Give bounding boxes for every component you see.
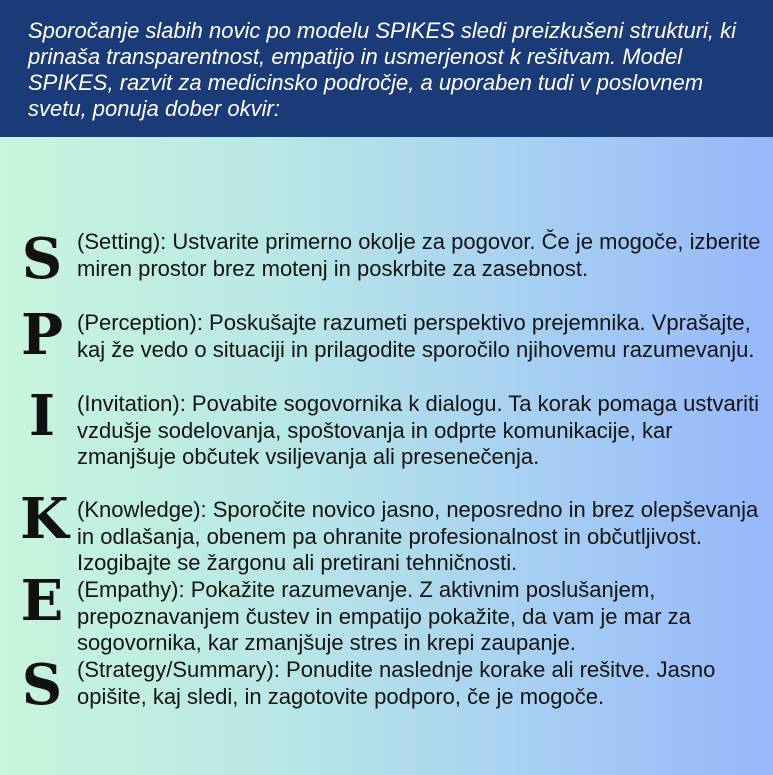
spikes-letter: I	[28, 383, 56, 449]
spikes-letter: P	[20, 302, 64, 368]
spikes-description: (Knowledge): Sporočite novico jasno, neposredno in brez olepševanja in odlašanja, obenem pa ohranite profesionalnost in občutljivost. Izogibajte se žargonu ali pretirani tehničnosti.	[77, 497, 759, 575]
spikes-item-setting	[0, 226, 773, 310]
spikes-letter: E	[20, 568, 64, 634]
spikes-description: (Invitation): Povabite sogovornika k dialogu. Ta korak pomaga ustvariti vzdušje sodelovanja, spoštovanja in odprte komunikacije, kar zmanjšuje občutek vsiljevanja ali presenečenja.	[77, 391, 759, 469]
spikes-description: (Empathy): Pokažite razumevanje. Z aktivnim poslušanjem, prepoznavanjem čustev in empatijo pokažite, da vam je mar za sogovornika, kar zmanjšuje stres in krepi zaupanje.	[77, 577, 691, 655]
spikes-item-empathy	[0, 568, 773, 657]
spikes-letter: S	[21, 652, 63, 718]
spikes-description: (Perception): Poskušajte razumeti perspektivo prejemnika. Vprašajte, kaj že vedo o situaciji in prilagodite sporočilo njihovemu razumevanju.	[77, 310, 755, 362]
spikes-item-invitation	[0, 383, 773, 497]
spikes-item-strategy	[0, 652, 773, 718]
spikes-letter: K	[20, 486, 69, 552]
spikes-letter: S	[21, 226, 63, 292]
intro-text: Sporočanje slabih novic po modelu SPIKES sledi preizkušeni strukturi, ki prinaša transparentnost, empatijo in usmerjenost k rešitvam. Model SPIKES, razvit za medicinsko področje, a uporaben tudi v poslovnem svetu, ponuja dober okvir:	[28, 18, 737, 121]
spikes-list	[0, 224, 773, 717]
spikes-item-perception	[0, 302, 773, 391]
header-banner	[0, 0, 773, 137]
spikes-description: (Strategy/Summary): Ponudite naslednje korake ali rešitve. Jasno opišite, kaj sledi, in zagotovite podporo, če je mogoče.	[77, 657, 716, 709]
spikes-item-knowledge	[0, 486, 773, 577]
spikes-description: (Setting): Ustvarite primerno okolje za pogovor. Če je mogoče, izberite miren prostor brez motenj in poskrbite za zasebnost.	[77, 229, 761, 281]
